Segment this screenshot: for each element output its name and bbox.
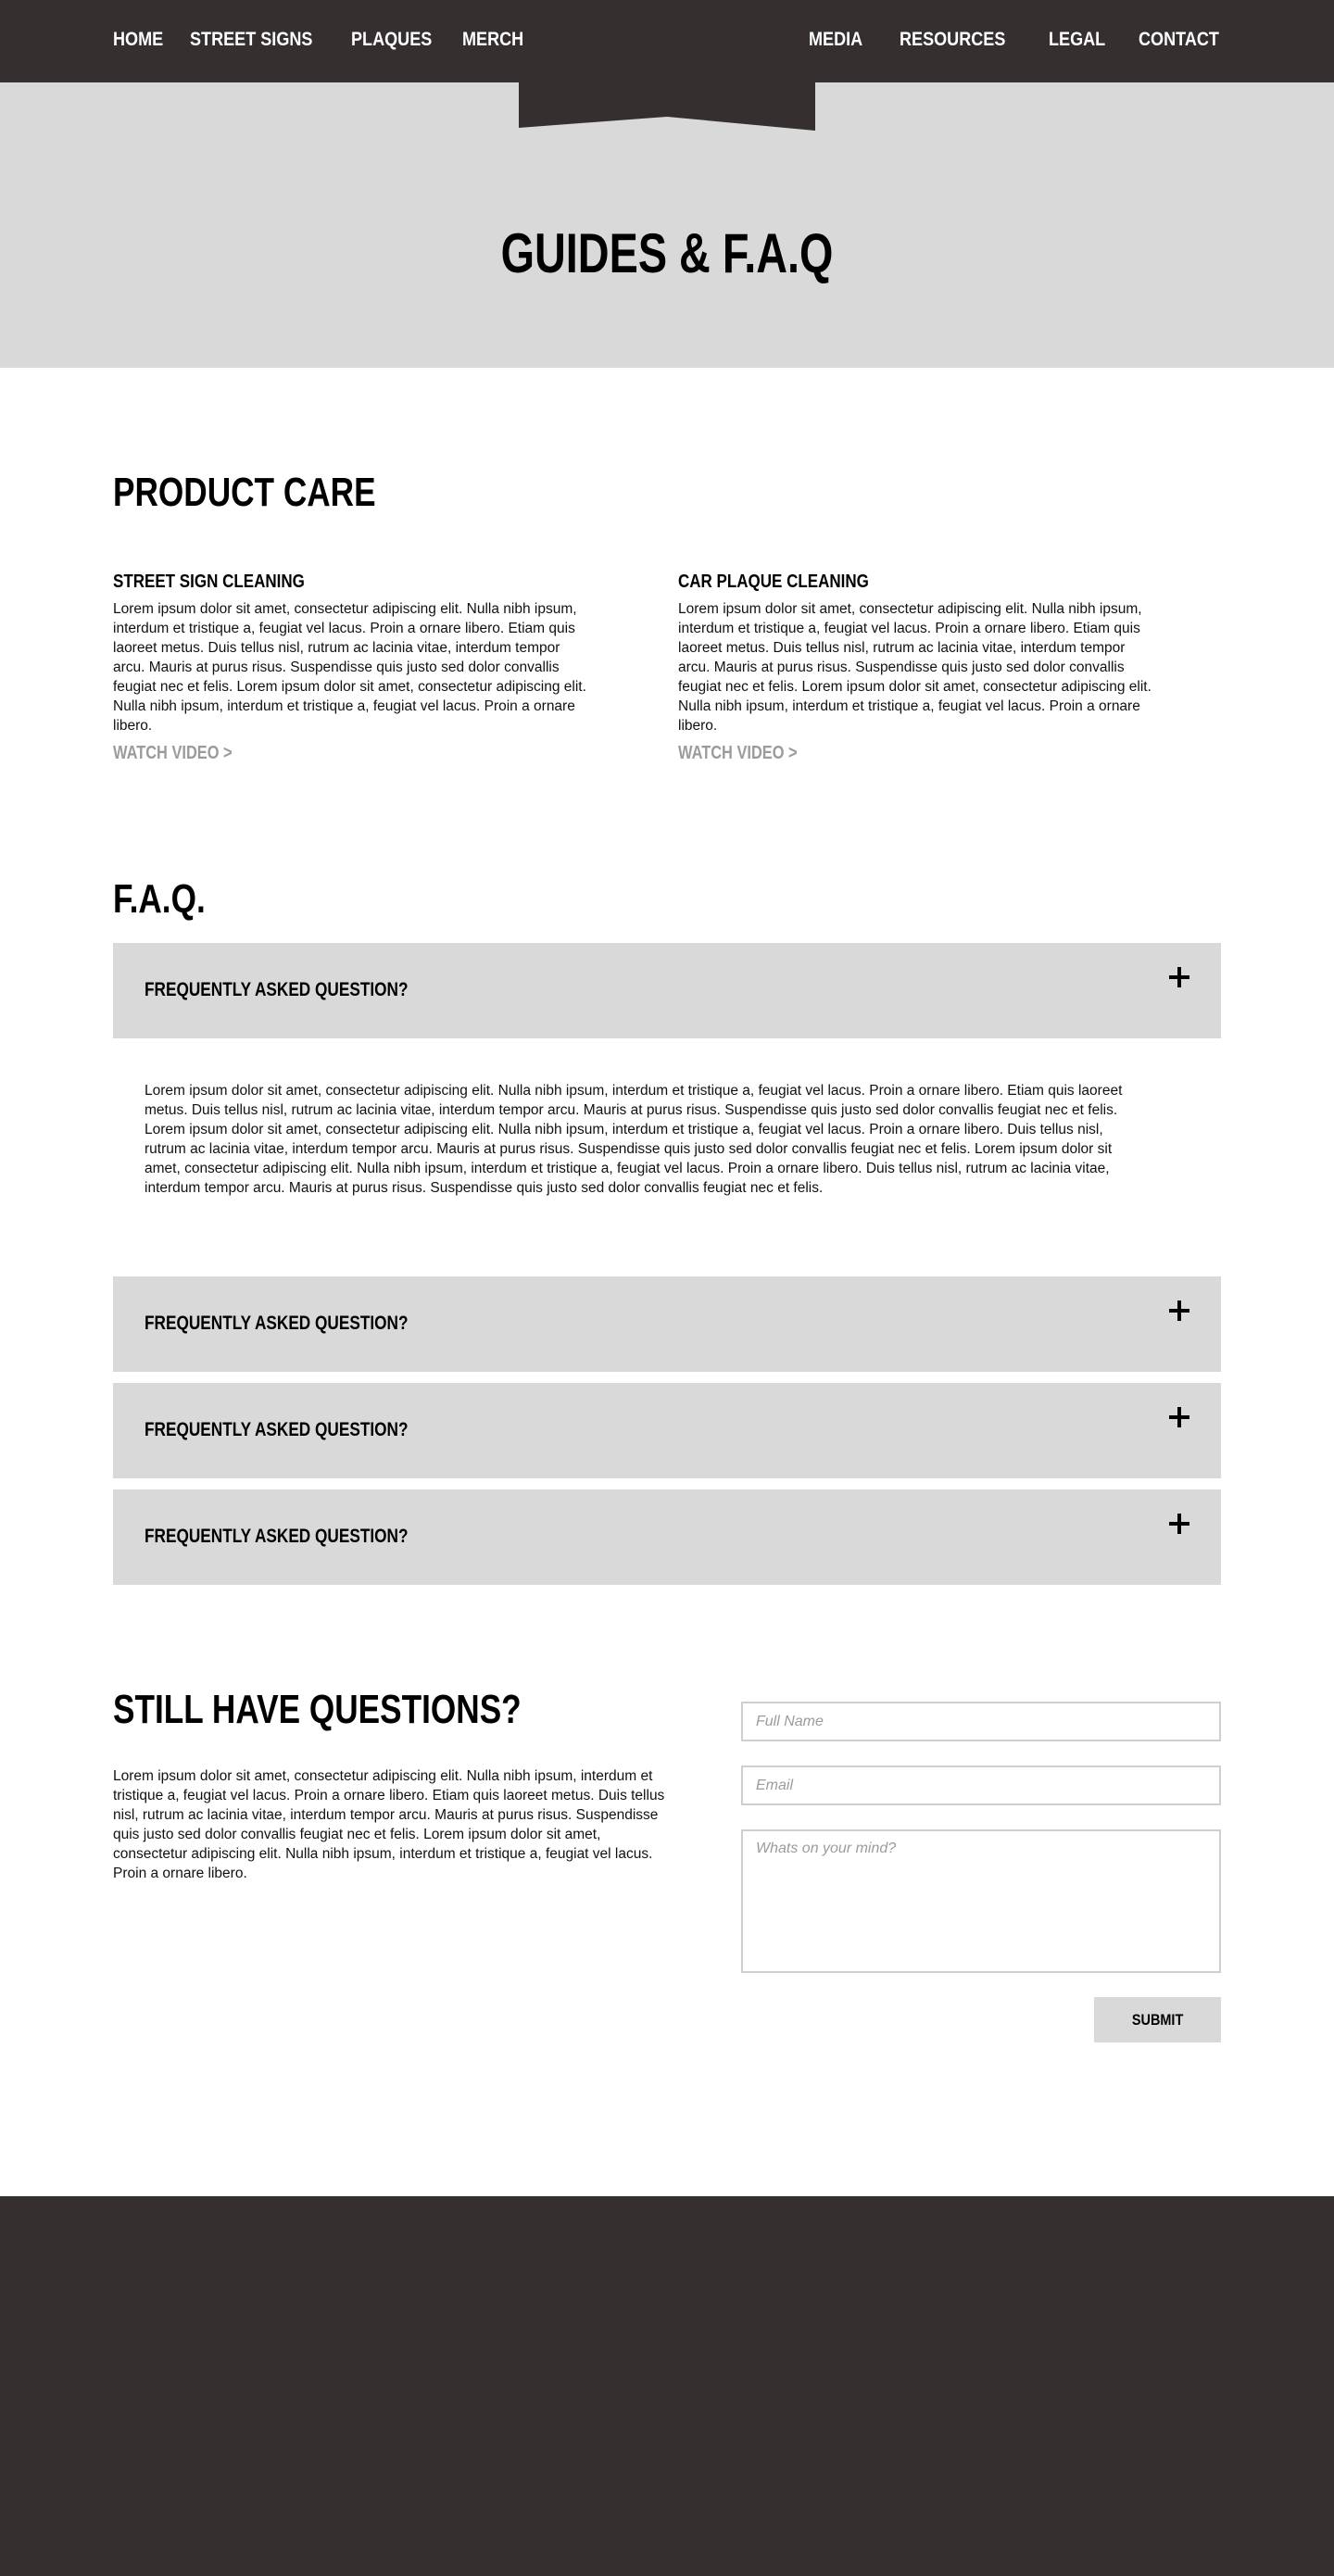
faq-item[interactable] <box>113 1489 1221 1585</box>
care-item-body: Lorem ipsum dolor sit amet, consectetur adipiscing elit. Nulla nibh ipsum, interdum et tristique a, feugiat vel lacus. Proin a ornare libero. Etiam quis laoreet metus. Duis tellus nisl, rutrum ac lacinia vitae, interdum tempor arcu. Mauris at purus risus. Suspendisse quis justo sed dolor convallis feugiat nec et felis. Lorem ipsum dolor sit amet, consectetur adipiscing elit. Nulla nibh ipsum, interdum et tristique a, feugiat vel lacus. Proin a ornare libero. <box>678 601 1152 734</box>
faq-question: FREQUENTLY ASKED QUESTION? <box>145 1313 409 1334</box>
care-item-body: Lorem ipsum dolor sit amet, consectetur adipiscing elit. Nulla nibh ipsum, interdum et tristique a, feugiat vel lacus. Proin a ornare libero. Etiam quis laoreet metus. Duis tellus nisl, rutrum ac lacinia vitae, interdum tempor arcu. Mauris at purus risus. Suspendisse quis justo sed dolor convallis feugiat nec et felis. Lorem ipsum dolor sit amet, consectetur adipiscing elit. Nulla nibh ipsum, interdum et tristique a, feugiat vel lacus. Proin a ornare libero. <box>113 601 586 734</box>
top-navigation <box>0 0 1334 82</box>
faq-item[interactable] <box>113 943 1221 1038</box>
page-title: GUIDES & F.A.Q <box>500 222 834 284</box>
nav-right-group <box>801 29 1221 51</box>
contact-body: Lorem ipsum dolor sit amet, consectetur adipiscing elit. Nulla nibh ipsum, interdum et tristique a, feugiat vel lacus. Proin a ornare libero. Etiam quis laoreet metus. Duis tellus nisl, rutrum ac lacinia vitae, interdum tempor arcu. Mauris at purus risus. Suspendisse quis justo sed dolor convallis feugiat nec et felis. Lorem ipsum dolor sit amet, consectetur adipiscing elit. Nulla nibh ipsum, interdum et tristique a, feugiat vel lacus. Proin a ornare libero. <box>113 1768 665 1881</box>
faq-answer: Lorem ipsum dolor sit amet, consectetur adipiscing elit. Nulla nibh ipsum, interdum et tristique a, feugiat vel lacus. Proin a ornare libero. Etiam quis laoreet metus. Duis tellus nisl, rutrum ac lacinia vitae, interdum tempor arcu. Mauris at purus risus. Suspendisse quis justo sed dolor convallis feugiat nec et felis. Lorem ipsum dolor sit amet, consectetur adipiscing elit. Nulla nibh ipsum, interdum et tristique a, feugiat vel lacus. Proin a ornare libero. Duis tellus nisl, rutrum ac lacinia vitae, interdum tempor arcu. Mauris at purus risus. Suspendisse quis justo sed dolor convallis feugiat nec et felis. Lorem ipsum dolor sit amet, consectetur adipiscing elit. Nulla nibh ipsum, interdum et tristique a, feugiat vel lacus. Proin a ornare libero. Duis tellus nisl, rutrum ac lacinia vitae, interdum tempor arcu. Mauris at purus risus. Suspendisse quis justo sed dolor convallis feugiat nec et felis. <box>145 1083 1123 1196</box>
watch-video-link[interactable]: WATCH VIDEO > <box>678 743 798 763</box>
faq-question: FREQUENTLY ASKED QUESTION? <box>145 1419 409 1440</box>
nav-media-link[interactable]: MEDIA <box>809 29 863 50</box>
plus-icon[interactable] <box>1169 1301 1189 1321</box>
watch-video-link[interactable]: WATCH VIDEO > <box>113 743 233 763</box>
faq-item[interactable] <box>113 1383 1221 1478</box>
care-item-car-plaque <box>678 570 1160 765</box>
message-field[interactable] <box>741 1829 1221 1973</box>
faq-question: FREQUENTLY ASKED QUESTION? <box>145 979 409 1000</box>
nav-home-link[interactable]: HOME <box>113 29 164 50</box>
email-field[interactable] <box>741 1766 1221 1805</box>
product-care-heading: PRODUCT CARE <box>113 470 376 515</box>
care-item-street-sign <box>113 570 595 765</box>
care-item-title: CAR PLAQUE CLEANING <box>678 572 869 592</box>
nav-left-group <box>113 29 541 51</box>
faq-heading: F.A.Q. <box>113 876 206 922</box>
care-item-title: STREET SIGN CLEANING <box>113 572 305 592</box>
nav-contact-link[interactable]: CONTACT <box>1138 29 1219 50</box>
contact-heading: STILL HAVE QUESTIONS? <box>113 1687 522 1732</box>
submit-button[interactable]: SUBMIT <box>1094 1997 1221 2042</box>
nav-plaques-link[interactable]: PLAQUES <box>351 29 433 50</box>
faq-question: FREQUENTLY ASKED QUESTION? <box>145 1526 409 1547</box>
footer <box>0 2196 1334 2576</box>
plus-icon[interactable] <box>1169 967 1189 987</box>
nav-merch-link[interactable]: MERCH <box>461 29 523 50</box>
plus-icon[interactable] <box>1169 1407 1189 1427</box>
plus-icon[interactable] <box>1169 1514 1189 1534</box>
nav-notch-decoration <box>519 82 815 131</box>
nav-legal-link[interactable]: LEGAL <box>1048 29 1105 50</box>
nav-resources-link[interactable]: RESOURCES <box>899 29 1006 50</box>
full-name-field[interactable] <box>741 1702 1221 1741</box>
nav-street-signs-link[interactable]: STREET SIGNS <box>190 29 313 50</box>
faq-item[interactable] <box>113 1276 1221 1372</box>
